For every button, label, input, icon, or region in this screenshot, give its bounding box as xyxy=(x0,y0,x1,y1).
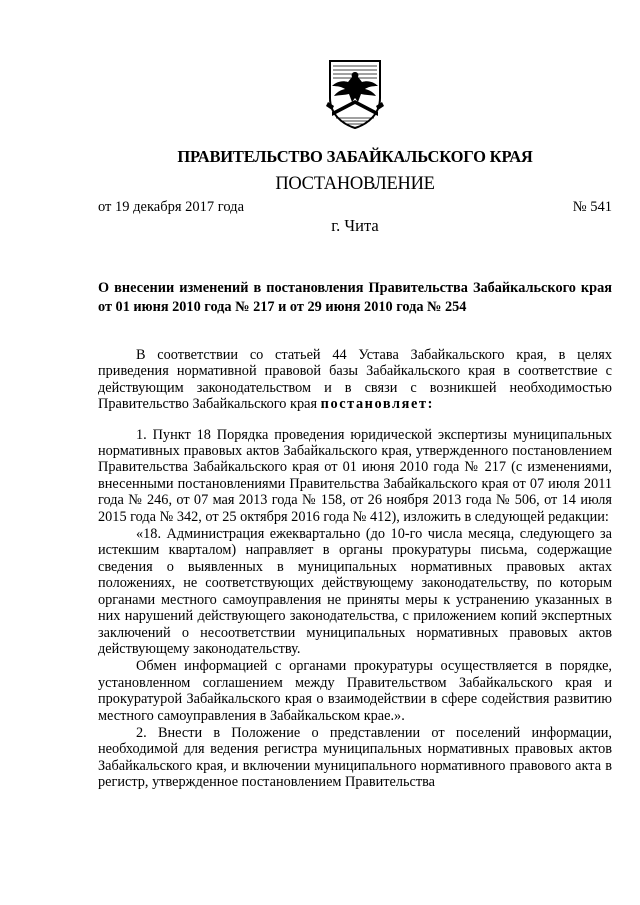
document-number: № 541 xyxy=(572,199,612,215)
intro-paragraph xyxy=(98,347,612,413)
document-city: г. Чита xyxy=(331,216,379,235)
document-body xyxy=(98,347,612,791)
intro-text: В соответствии со статьей 44 Устава Забайкальского края, в целях приведения нормативной правовой базы Забайкальского края в соответствие с действующим законодательством и в связи с возникшей необходимостью Правительство Забайкальского края xyxy=(98,347,612,413)
exchange-paragraph: Обмен информацией с органами прокуратуры осуществляется в порядке, установленном соглашением между Правительством Забайкальского края и прокуратурой Забайкальского края о взаимодействии в сфере содействия развитию местного самоуправления в Забайкальском крае.». xyxy=(98,658,612,724)
document-type: ПОСТАНОВЛЕНИЕ xyxy=(275,174,435,194)
coat-of-arms-icon xyxy=(326,58,384,130)
document-title: О внесении изменений в постановления Правительства Забайкальского края от 01 июня 2010 года № 217 и от 29 июня 2010 года № 254 xyxy=(98,280,612,315)
government-name: ПРАВИТЕЛЬСТВО ЗАБАЙКАЛЬСКОГО КРАЯ xyxy=(177,147,533,166)
resolves-keyword: постановляет: xyxy=(320,396,434,413)
point-2-paragraph: 2. Внести в Положение о представлении от поселений информации, необходимой для ведения регистра муниципальных нормативных правовых актов Забайкальского края, и включении муниципального нормативного правового акта в регистр, утвержденное постановлением Правительства xyxy=(98,724,612,791)
point-1-paragraph: 1. Пункт 18 Порядка проведения юридической экспертизы муниципальных нормативных правовых актов Забайкальского края, утвержденного постановлением Правительства Забайкальского края от 01 июня 2010 года № 217 (с изменениями, внесенными постановлениями Правительства Забайкальского края от 07 июля 2011 года № 246, от 07 мая 2013 года № 158, от 26 ноября 2013 года № 506, от 14 июля 2015 года № 342, от 25 октября 2016 года № 412), изложить в следующей редакции: xyxy=(98,426,612,525)
quoted-point-18-paragraph: «18. Администрация ежеквартально (до 10-го числа месяца, следующего за истекшим кварталом) направляет в органы прокуратуры письма, содержащие сведения о выявленных в муниципальных нормативных правовых актах положениях, не соответствующих действующему законодательству, по которым органами местного самоуправления не приняты меры к устранению указанных в них нарушений действующего законодательства, с приложением копий экспертных заключений о несоответствии муниципальных нормативных правовых актов действующему законодательству. xyxy=(98,526,612,657)
document-date: от 19 декабря 2017 года xyxy=(98,199,244,215)
